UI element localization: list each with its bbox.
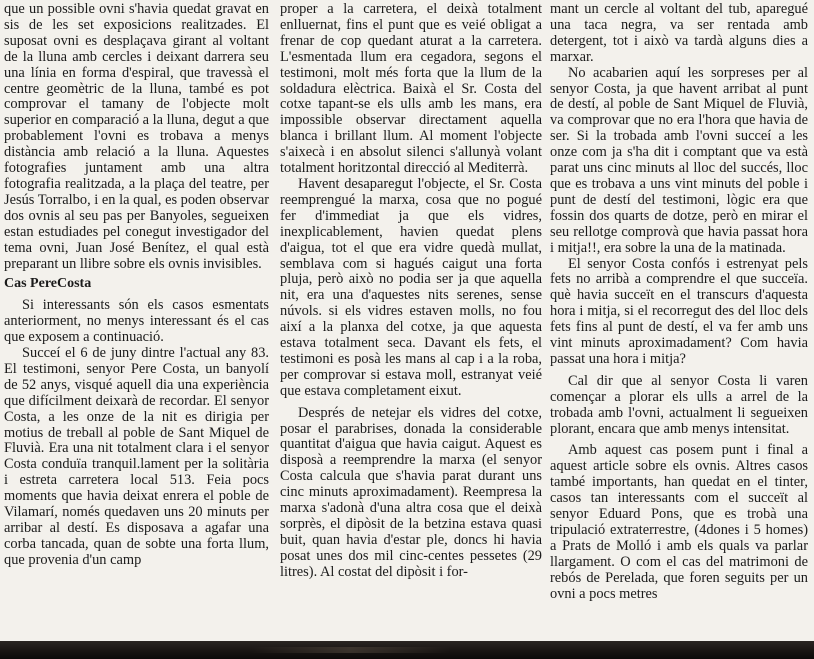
paragraph: proper a la carretera, el deixà totalment enlluernat, fins el punt que es veié obligat a frenar de cop quedant aturat a la carretera. L'esmentada llum era cegadora, segons el testimoni, molt més forta que la llum de la soldadura elèctrica. Baixà el Sr. Costa del cotxe tapant-se els ulls amb les mans, era impossible observar directament aquella blanca i brillant llum. Al moment l'objecte s'aixecà i en absolut silenci s'allunyà volant totalment horitzontal direcció al Mediterrà. [280, 1, 542, 177]
paragraph: Cal dir que al senyor Costa li varen començar a plorar els ulls a arrel de la trobada amb l'ovni, actualment li segueixen plorant, encara que amb menys intensitat. [550, 372, 808, 437]
text-column-3 [550, 2, 808, 603]
paragraph: Si interessants són els casos esmentats anteriorment, no menys interessant és el cas que exposem a continuació. [4, 297, 269, 346]
paragraph: Després de netejar els vidres del cotxe, posar el parabrises, donada la considerable quantitat d'aigua que havia caigut. Aquest es disposà a reemprendre la marxa (el senyor Costa calcula que s'havia parat durant uns cinc minuts aproximadament). Reempresa la marxa s'adonà d'una altra cosa que el deixà sorprès, el dipòsit de la betzina estava quasi buit, quan havia d'estar ple, doncs hi havia posat unes dos mil cinc-centes pessetes (29 litres). Al costat del dipòsit i for- [280, 404, 542, 580]
paragraph: El senyor Costa confós i estrenyat pels fets no arribà a comprendre el que succeïa. què havia succeït en el transcurs d'aquesta hora i mitja, si el recorregut des del lloc dels fets fins al punt de destí, el va fer amb uns vint minuts aproximadament? Com havia passat una hora i mitja? [550, 255, 808, 367]
paragraph: Havent desaparegut l'objecte, el Sr. Costa reemprengué la marxa, cosa que no pogué fer d'immediat ja que els vidres, inexplicablement, havien quedat plens d'aigua, tot el que era vidre quedà mullat, semblava com si hagués caigut una forta pluja, però això no podia ser ja que aquella nit, era una d'aquestes nits serenes, sense núvols. si els vidres estaven molls, no fou així a la planxa del cotxe, ja que aquesta estava totalment seca. Davant els fets, el testimoni es posà les mans al cap i a la roba, per comprovar si estava moll, estranyat veié que estava completament eixut. [280, 175, 542, 399]
paragraph: Amb aquest cas posem punt i final a aquest article sobre els ovnis. Altres casos també importants, han quedat en el tinter, casos tan interessants com el succeït al senyor Eduard Pons, que es trobà una tripulació extraterrestre, (4dones i 5 homes) a Prats de Molló i amb els quals va parlar llargament. O com el cas del matrimoni de rebós de Perelada, que foren seguits per un ovni a pocs metres [550, 442, 808, 602]
section-heading: Cas PereCosta [4, 276, 92, 292]
text-column-1 [4, 2, 269, 569]
paragraph: No acabarien aquí les sorpreses per al senyor Costa, ja que havent arribat al punt de destí, al poble de Sant Miquel de Fluvià, va comprovar que no era l'hora que havia de ser. Si la trobada amb l'ovni succeí a les onze com ja s'ha dit i comptant que va està parat uns cinc minuts al lloc del succés, lloc que es trobava a uns vint minuts del poble i punt de destí del testimoni, lògic era que fossin dos quarts de dotze, però en mirar el seu rellotge comprovà que havia passat hora i mitja!!, era sobre la una de la matinada. [550, 64, 808, 256]
paragraph: mant un cercle al voltant del tub, aparegué una taca negra, va ser rentada amb detergent, tot i això va tardà alguns dies a marxar. [550, 1, 808, 65]
paragraph: que un possible ovni s'havia quedat gravat en sis de les set exposicions realitzades. El suposat ovni es desplaçava girant al voltant de la lluna amb cercles i deixant darrera seu una línia en forma d'espiral, que travessà el centre geomètric de la lluna, també es pot comprovar el tamany de l'objecte molt superior en comparació a la lluna, degut a que probablement l'ovni es trobava a menys distància amb relació a la lluna. Aquestes fotografies juntament amb una altra fotografia realitzada, a la plaça del teatre, per Jesús Torralbo, i en la qual, es poden observar dos ovnis al seu pas per Banyoles, segueixen estan estudiades pel conegut investigador del tema ovni, Juan José Benítez, el qual està preparant un llibre sobre els ovnis invisibles. [4, 1, 269, 272]
paragraph: Succeí el 6 de juny dintre l'actual any 83. El testimoni, senyor Pere Costa, un banyolí de 52 anys, visqué aquell dia una experiència que difícilment deixarà de recordar. El senyor Costa, a les onze de la nit es dirigia per motius de treball al poble de Sant Miquel de Fluvià. Era una nit totalment clara i el senyor Costa conduïa tranquil.lament per la solitària i estreta carretera local 513. Feia pocs moments que havia deixat enrera el poble de Vilamarí, només quedaven uns 20 minuts per arribar al destí. Es disposava a agafar una corba tancada, quan de sobte una forta llum, que provenia d'un camp [4, 345, 269, 568]
photo-strip [0, 641, 814, 659]
text-column-2 [280, 2, 542, 581]
